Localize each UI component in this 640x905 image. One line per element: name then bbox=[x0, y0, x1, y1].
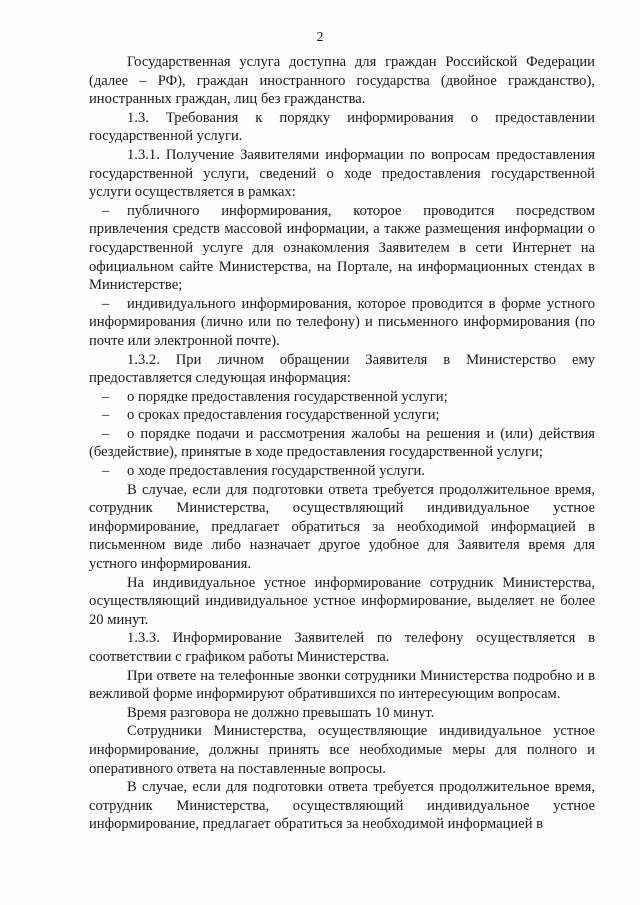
paragraph: При ответе на телефонные звонки сотрудники Министерства подробно и в вежливой форме информируют обратившихся по интересующим вопросам. bbox=[89, 667, 595, 703]
paragraph: Сотрудники Министерства, осуществляющие индивидуальное устное информирование, должны принять все необходимые меры для полного и оперативного ответа на поставленные вопросы. bbox=[89, 723, 595, 777]
dash-bullet: – bbox=[102, 388, 110, 405]
paragraph: В случае, если для подготовки ответа требуется продолжительное время, сотрудник Министерства, осуществляющий индивидуальное устное информирование, предлагает обратиться за необходимой информацией в письменном виде либо назначает другое удобное для Заявителя время для устного информирования. bbox=[89, 481, 595, 573]
paragraph: Время разговора не должно превышать 10 минут. bbox=[127, 704, 435, 721]
paragraph: 1.3. Требования к порядку информирования о предоставлении государственной услуги. bbox=[89, 109, 595, 145]
paragraph: На индивидуальное устное информирование сотрудник Министерства, осуществляющий индивидуальное устное информирование, выделяет не более 20 минут. bbox=[89, 574, 595, 628]
dash-list-item bbox=[89, 202, 595, 295]
paragraph: 1.3.1. Получение Заявителями информации по вопросам предоставления государственной услуги, сведений о ходе предоставления государственной услуги осуществляется в рамках: bbox=[89, 146, 595, 201]
dash-list-item bbox=[89, 295, 595, 351]
dash-bullet: – bbox=[102, 202, 110, 219]
dash-bullet: – bbox=[102, 407, 110, 424]
dash-bullet: – bbox=[102, 463, 110, 480]
dash-list-item-text: о порядке предоставления государственной услуги; bbox=[127, 388, 448, 405]
dash-list-item bbox=[89, 425, 595, 462]
dash-bullet: – bbox=[102, 425, 110, 442]
dash-list-item bbox=[89, 406, 595, 425]
paragraph: В случае, если для подготовки ответа требуется продолжительное время, сотрудник Министерства, осуществляющий индивидуальное устное информирование, предлагает обратиться за необходимой информацией в bbox=[89, 779, 595, 833]
paragraph: 1.3.3. Информирование Заявителей по телефону осуществляется в соответствии с графиком работы Министерства. bbox=[89, 630, 595, 665]
dash-list-item bbox=[89, 462, 595, 481]
document-body bbox=[89, 53, 595, 834]
dash-bullet: – bbox=[102, 295, 110, 312]
page-number: 2 bbox=[316, 30, 324, 45]
dash-list-item-text: о сроках предоставления государственной услуги; bbox=[127, 407, 440, 424]
paragraph: Государственная услуга доступна для граждан Российской Федерации (далее – РФ), граждан иностранного государства (двойное гражданство), иностранных граждан, лиц без гражданства. bbox=[89, 54, 595, 108]
dash-list-item-text: индивидуального информирования, которое проводится в форме устного информирования (лично или по телефону) и письменного информирования (по почте или электронной почте). bbox=[89, 295, 595, 349]
dash-list-item-text: о ходе предоставления государственной услуги. bbox=[127, 463, 425, 480]
paragraph: 1.3.2. При личном обращении Заявителя в Министерство ему предоставляется следующая информация: bbox=[89, 351, 595, 387]
dash-list-item-text: публичного информирования, которое проводится посредством привлечения средств массовой информации, а также размещения информации о государственной услуге для ознакомления Заявителем в сети Интернет на официальном сайте Министерства, на Портале, на информационных стендах в Министерстве; bbox=[89, 202, 595, 294]
dash-list-item bbox=[89, 388, 595, 407]
dash-list-item-text: о порядке подачи и рассмотрения жалобы на решения и (или) действия (бездействие), принятые в ходе предоставления государственной услуги; bbox=[89, 425, 595, 461]
